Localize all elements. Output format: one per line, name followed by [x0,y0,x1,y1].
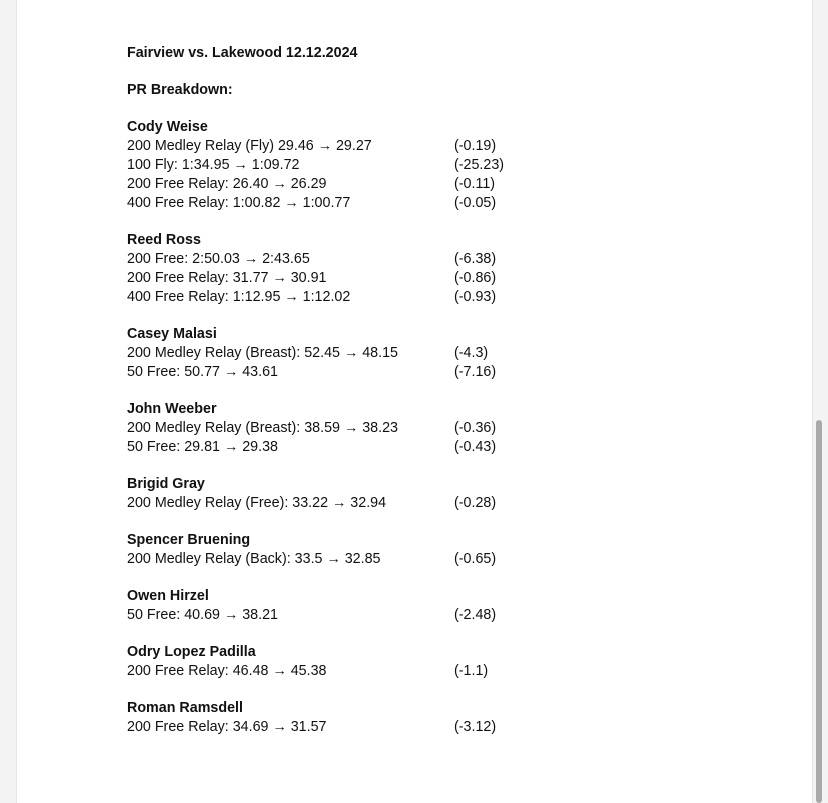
result-row [127,269,727,288]
result-delta: (-0.43) [454,439,497,455]
result-event: 200 Free Relay: 31.77 → 30.91 [127,270,327,286]
result-delta: (-4.3) [454,345,489,361]
result-event: 50 Free: 40.69 → 38.21 [127,607,279,623]
result-event: 50 Free: 50.77 → 43.61 [127,364,279,380]
swimmer-name: Odry Lopez Padilla [127,644,256,660]
result-event: 400 Free Relay: 1:00.82 → 1:00.77 [127,195,351,211]
result-row [127,250,727,269]
result-row [127,288,727,307]
swimmer-name: Cody Weise [127,119,208,135]
result-delta: (-0.93) [454,289,497,305]
result-delta: (-1.1) [454,663,489,679]
swimmer-block [127,475,727,513]
result-event: 50 Free: 29.81 → 29.38 [127,439,279,455]
swimmer-block [127,587,727,625]
swimmer-block [127,325,727,382]
swimmer-name: John Weeber [127,401,217,417]
result-row [127,344,727,363]
result-delta: (-6.38) [454,251,497,267]
result-event: 200 Medley Relay (Free): 33.22 → 32.94 [127,495,387,511]
result-row [127,438,727,457]
result-row [127,718,727,737]
swimmer-block [127,643,727,681]
swimmer-name: Reed Ross [127,232,201,248]
result-row [127,137,727,156]
result-row [127,662,727,681]
result-event: 200 Free Relay: 34.69 → 31.57 [127,719,327,735]
result-row [127,419,727,438]
result-delta: (-2.48) [454,607,497,623]
document-body [127,44,727,737]
document-title: Fairview vs. Lakewood 12.12.2024 [127,45,358,61]
swimmer-name: Casey Malasi [127,326,217,342]
result-row [127,156,727,175]
result-event: 200 Medley Relay (Back): 33.5 → 32.85 [127,551,381,567]
swimmer-name: Spencer Bruening [127,532,251,548]
result-delta: (-0.05) [454,195,497,211]
document-page [16,0,813,803]
section-heading: PR Breakdown: [127,82,233,98]
result-row [127,494,727,513]
result-delta: (-0.11) [454,176,496,192]
swimmer-block [127,531,727,569]
result-row [127,363,727,382]
result-event: 200 Free Relay: 26.40 → 26.29 [127,176,327,192]
result-row [127,194,727,213]
result-event: 200 Medley Relay (Breast): 52.45 → 48.15 [127,345,398,361]
result-event: 400 Free Relay: 1:12.95 → 1:12.02 [127,289,351,305]
result-event: 200 Free: 2:50.03 → 2:43.65 [127,251,310,267]
swimmer-block [127,118,727,213]
result-delta: (-3.12) [454,719,497,735]
swimmer-name: Brigid Gray [127,476,205,492]
vertical-scrollbar-thumb[interactable] [816,420,822,803]
result-delta: (-0.65) [454,551,497,567]
result-event: 100 Fly: 1:34.95 → 1:09.72 [127,157,300,173]
result-delta: (-0.19) [454,138,497,154]
result-delta: (-7.16) [454,364,497,380]
result-delta: (-25.23) [454,157,505,173]
result-delta: (-0.86) [454,270,497,286]
result-event: 200 Free Relay: 46.48 → 45.38 [127,663,327,679]
swimmer-name: Roman Ramsdell [127,700,243,716]
result-delta: (-0.28) [454,495,497,511]
swimmer-block [127,231,727,307]
swimmer-block [127,699,727,737]
result-row [127,606,727,625]
result-row [127,550,727,569]
result-row [127,175,727,194]
swimmer-name: Owen Hirzel [127,588,209,604]
result-event: 200 Medley Relay (Breast): 38.59 → 38.23 [127,420,398,436]
swimmer-list [127,118,727,737]
result-delta: (-0.36) [454,420,497,436]
result-event: 200 Medley Relay (Fly) 29.46 → 29.27 [127,138,372,154]
swimmer-block [127,400,727,457]
